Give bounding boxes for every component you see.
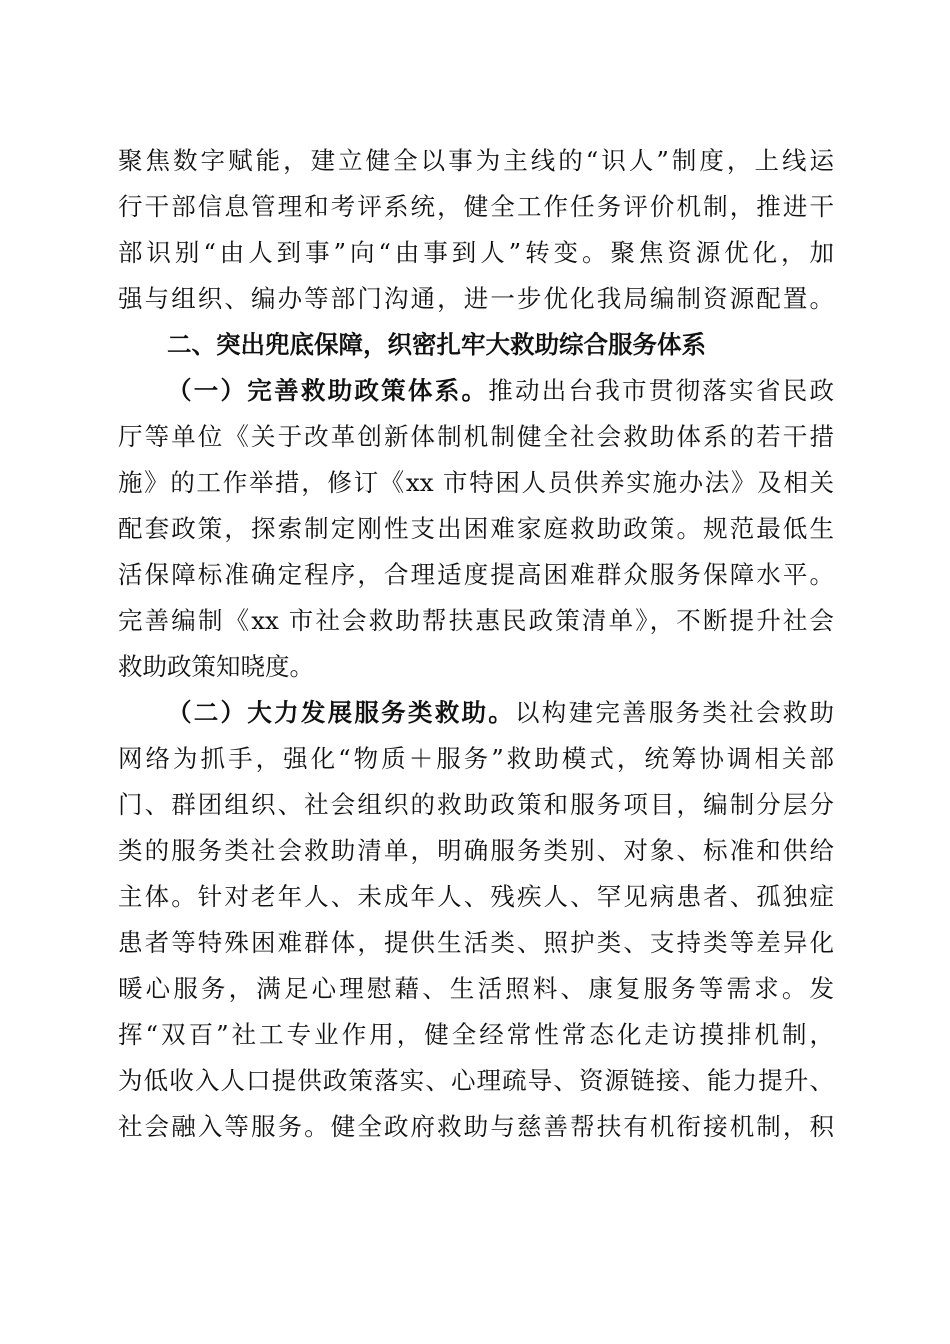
paragraph-line: 行干部信息管理和考评系统，健全工作任务评价机制，推进干: [118, 192, 834, 221]
subsection-first-line: [167, 371, 834, 411]
section-heading: 二、突出兜底保障，织密扎牢大救助综合服务体系: [167, 330, 706, 359]
paragraph-line: 类的服务类社会救助清单，明确服务类别、对象、标准和供给: [118, 836, 834, 865]
paragraph-line: 部识别“由人到事”向“由事到人”转变。聚焦资源优化，加: [118, 238, 834, 267]
paragraph-line: 门、群团组织、社会组织的救助政策和服务项目，编制分层分: [118, 790, 834, 819]
paragraph-line: 主体。针对老年人、未成年人、残疾人、罕见病患者、孤独症: [118, 882, 834, 911]
paragraph-line: 强与组织、编办等部门沟通，进一步优化我局编制资源配置。: [118, 284, 834, 313]
paragraph-line: 救助政策知晓度。: [118, 652, 314, 681]
paragraph-line: 网络为抓手，强化“物质＋服务”救助模式，统筹协调相关部: [118, 744, 834, 773]
paragraph-line: 挥“双百”社工专业作用，健全经常性常态化走访摸排机制，: [118, 1020, 834, 1049]
paragraph-line: 配套政策，探索制定刚性支出困难家庭救助政策。规范最低生: [118, 514, 834, 543]
paragraph-line: 施》的工作举措，修订《xx 市特困人员供养实施办法》及相关: [118, 468, 834, 497]
subsection-title: （二）大力发展服务类救助。: [167, 698, 516, 727]
paragraph-line: 患者等特殊困难群体，提供生活类、照护类、支持类等差异化: [118, 928, 834, 957]
subsection-title: （一）完善救助政策体系。: [167, 376, 489, 405]
paragraph-line: 活保障标准确定程序，合理适度提高困难群众服务保障水平。: [118, 560, 834, 589]
paragraph-line: 社会融入等服务。健全政府救助与慈善帮扶有机衔接机制，积: [118, 1112, 834, 1141]
paragraph-line: 厅等单位《关于改革创新体制机制健全社会救助体系的若干措: [118, 422, 834, 451]
paragraph-line: 完善编制《xx 市社会救助帮扶惠民政策清单》，不断提升社会: [118, 606, 834, 635]
subsection-first-line-text: 以构建完善服务类社会救助: [515, 698, 835, 727]
paragraph-line: 暖心服务，满足心理慰藉、生活照料、康复服务等需求。发: [118, 974, 834, 1003]
subsection-first-line-text: 推动出台我市贯彻落实省民政: [488, 376, 834, 405]
subsection-first-line: [167, 693, 834, 733]
paragraph-line: 为低收入人口提供政策落实、心理疏导、资源链接、能力提升、: [118, 1066, 834, 1095]
paragraph-line: 聚焦数字赋能，建立健全以事为主线的“识人”制度，上线运: [118, 146, 834, 175]
